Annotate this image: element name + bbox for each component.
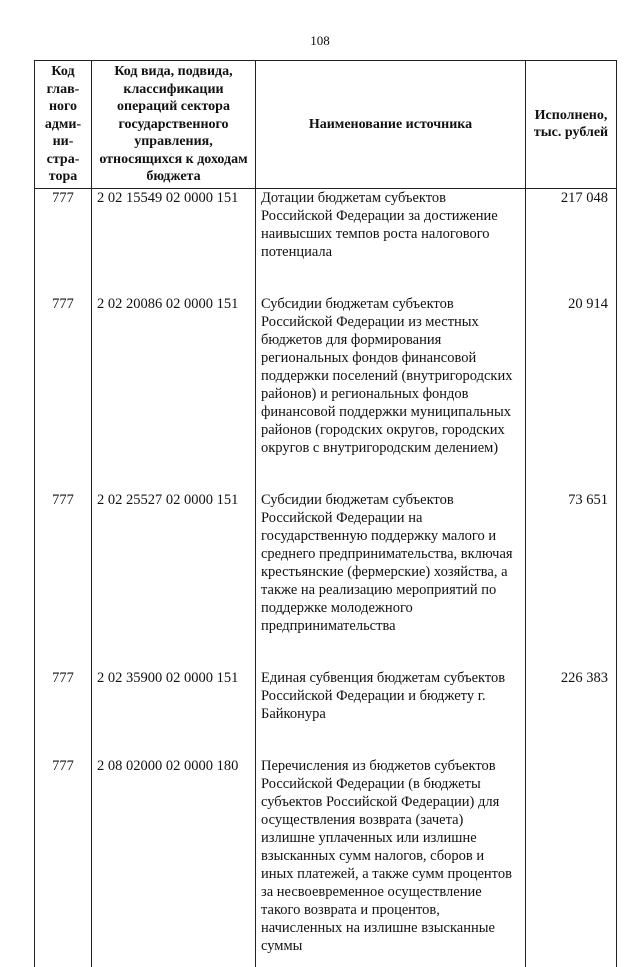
table-row xyxy=(35,188,617,295)
table-row xyxy=(35,491,617,669)
amount-cell: 226 383 xyxy=(526,669,617,757)
classification-code-cell: 2 08 02000 02 0000 180 xyxy=(92,757,256,967)
admin-code-cell: 777 xyxy=(35,669,92,757)
source-name-cell: Субсидии бюджетам субъектов Российской Федерации из местных бюджетов для формирования региональных фондов финансовой поддержки поселений (внутригородских районов) и региональных фондов финансовой поддержки муниципальных районов (городских округов, городских округов с внутригородским делением) xyxy=(256,295,526,491)
header-source-name: Наименование источника xyxy=(256,61,526,189)
source-name-cell: Дотации бюджетам субъектов Российской Федерации за достижение наивысших темпов роста налогового потенциала xyxy=(256,188,526,295)
page-number: 108 xyxy=(310,33,330,48)
table-row xyxy=(35,757,617,967)
table-header-row xyxy=(35,61,617,189)
classification-code-cell: 2 02 20086 02 0000 151 xyxy=(92,295,256,491)
amount-cell: 20 914 xyxy=(526,295,617,491)
classification-code-cell: 2 02 15549 02 0000 151 xyxy=(92,188,256,295)
header-admin-code: Код глав-ного адми-ни-стра-тора xyxy=(35,61,92,189)
amount-cell xyxy=(526,757,617,967)
amount-cell: 217 048 xyxy=(526,188,617,295)
source-name-cell: Перечисления из бюджетов субъектов Российской Федерации (в бюджеты субъектов Российской Федерации) для осуществления возврата (зачета) излишне уплаченных или излишне взысканных сумм налогов, сборов и иных платежей, а также сумм процентов за несвоевременное осуществление такого возврата и процентов, начисленных на излишне взысканные суммы xyxy=(256,757,526,967)
source-name-cell: Субсидии бюджетам субъектов Российской Федерации на государственную поддержку малого и среднего предпринимательства, включая крестьянские (фермерские) хозяйства, а также на реализацию мероприятий по поддержке молодежного предпринимательства xyxy=(256,491,526,669)
classification-code-cell: 2 02 25527 02 0000 151 xyxy=(92,491,256,669)
source-name-cell: Единая субвенция бюджетам субъектов Российской Федерации и бюджету г. Байконура xyxy=(256,669,526,757)
admin-code-cell: 777 xyxy=(35,757,92,967)
admin-code-cell: 777 xyxy=(35,188,92,295)
table-row xyxy=(35,669,617,757)
header-amount: Исполнено, тыс. рублей xyxy=(526,61,617,189)
budget-table xyxy=(34,60,617,967)
amount-cell: 73 651 xyxy=(526,491,617,669)
classification-code-cell: 2 02 35900 02 0000 151 xyxy=(92,669,256,757)
admin-code-cell: 777 xyxy=(35,295,92,491)
table-row xyxy=(35,295,617,491)
admin-code-cell: 777 xyxy=(35,491,92,669)
header-classification-code: Код вида, подвида, классификации операций сектора государственного управления, относящихся к доходам бюджета xyxy=(92,61,256,189)
